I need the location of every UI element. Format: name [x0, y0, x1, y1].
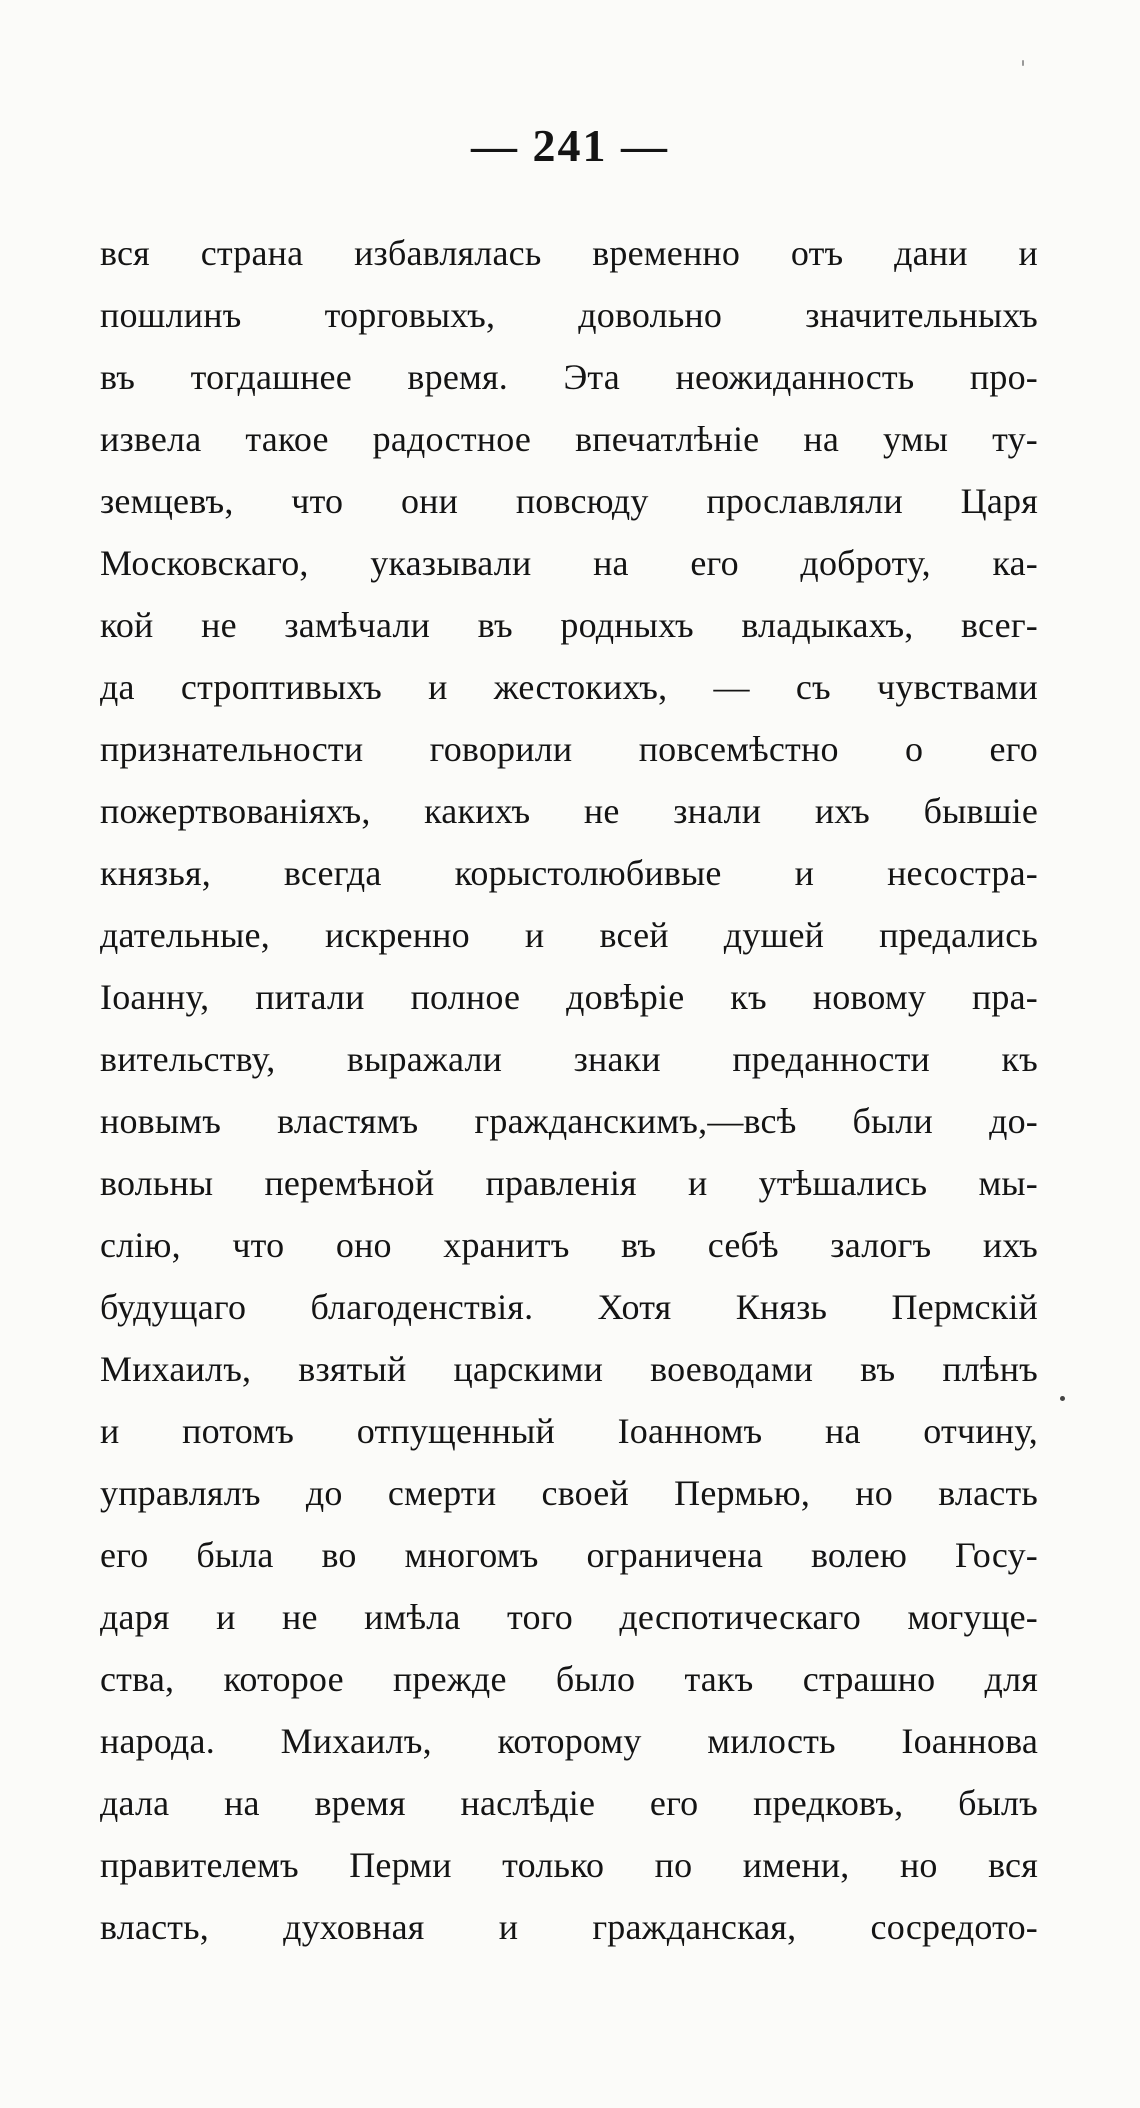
text-line: пошлинъ торговыхъ, довольно значительныхъ	[100, 295, 1038, 335]
body-text	[100, 222, 1038, 1958]
text-line: земцевъ, что они повсюду прославляли Царя	[100, 481, 1038, 521]
text-line: управлялъ до смерти своей Пермью, но власть	[100, 1473, 1038, 1513]
text-line: вольны перемѣной правленія и утѣшались мы-	[100, 1163, 1038, 1203]
text-line: пожертвованіяхъ, какихъ не знали ихъ бывшіе	[100, 791, 1038, 831]
text-line: и потомъ отпущенный Іоанномъ на отчину,	[100, 1411, 1038, 1451]
text-line: князья, всегда корыстолюбивые и несостра-	[100, 853, 1038, 893]
text-line: извела такое радостное впечатлѣніе на умы ту-	[100, 419, 1038, 459]
text-line: кой не замѣчали въ родныхъ владыкахъ, всег-	[100, 605, 1038, 645]
text-line: слію, что оно хранитъ въ себѣ залогъ ихъ	[100, 1225, 1038, 1265]
text-line: даря и не имѣла того деспотическаго могуще-	[100, 1597, 1038, 1637]
text-line: будущаго благоденствія. Хотя Князь Пермскій	[100, 1287, 1038, 1327]
text-line: ства, которое прежде было такъ страшно для	[100, 1659, 1038, 1699]
text-line: новымъ властямъ гражданскимъ,—всѣ были до-	[100, 1101, 1038, 1141]
text-line: правителемъ Перми только по имени, но вся	[100, 1845, 1038, 1885]
text-line: Михаилъ, взятый царскими воеводами въ плѣнъ	[100, 1349, 1038, 1389]
text-line: въ тогдашнее время. Эта неожиданность про-	[100, 357, 1038, 397]
ink-speck	[1022, 60, 1024, 66]
text-line: вся страна избавлялась временно отъ дани и	[100, 233, 1038, 273]
text-line: народа. Михаилъ, которому милость Іоаннова	[100, 1721, 1038, 1761]
text-line: дательные, искренно и всей душей предались	[100, 915, 1038, 955]
ink-speck	[1060, 1396, 1065, 1401]
text-line: признательности говорили повсемѣстно о его	[100, 729, 1038, 769]
page-number: — 241 —	[471, 120, 669, 171]
text-line: вительству, выражали знаки преданности къ	[100, 1039, 1038, 1079]
text-line: Іоанну, питали полное довѣріе къ новому пра-	[100, 977, 1038, 1017]
text-line: его была во многомъ ограничена волею Госу-	[100, 1535, 1038, 1575]
text-line: да строптивыхъ и жестокихъ, — съ чувствами	[100, 667, 1038, 707]
text-line: власть, духовная и гражданская, сосредото-	[100, 1907, 1038, 1947]
text-line: Московскаго, указывали на его доброту, ка-	[100, 543, 1038, 583]
text-line: дала на время наслѣдіе его предковъ, былъ	[100, 1783, 1038, 1823]
